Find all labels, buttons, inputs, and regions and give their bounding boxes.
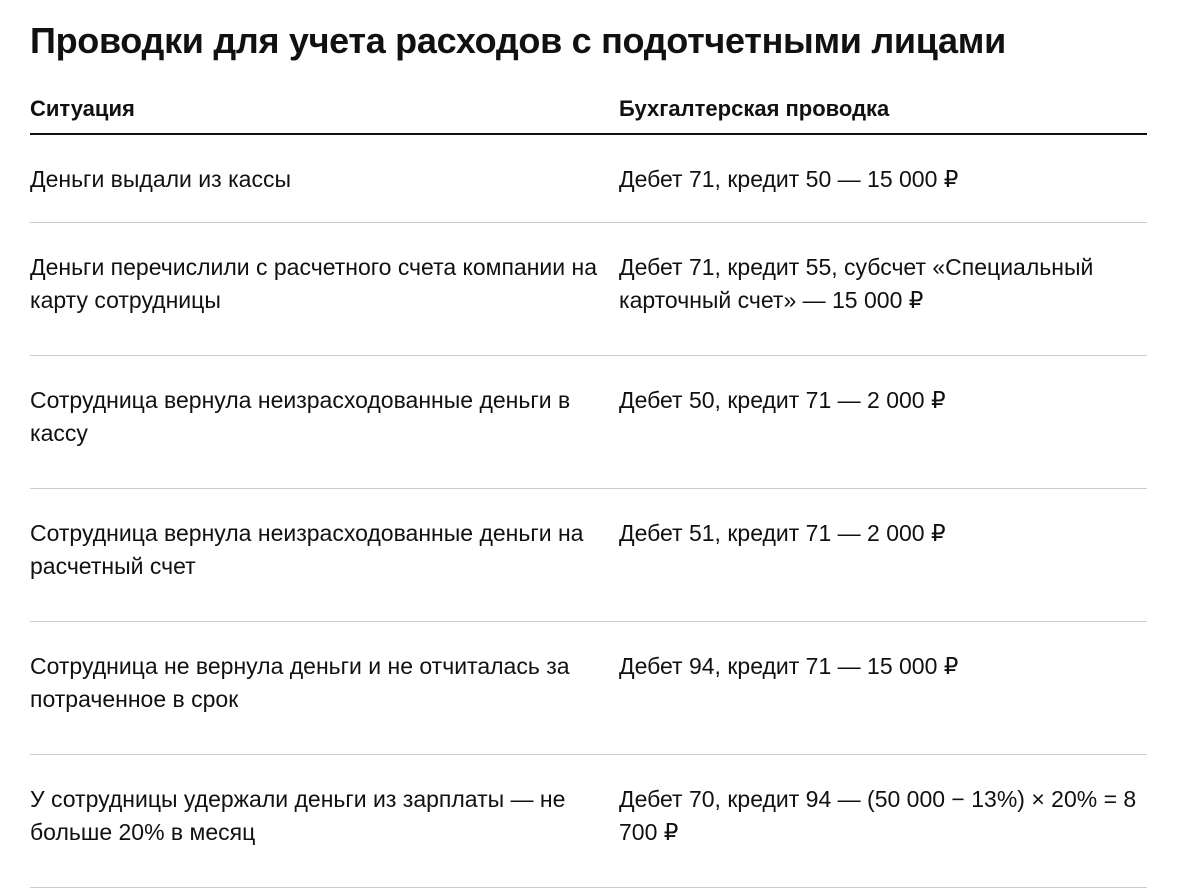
table-header bbox=[30, 93, 1147, 134]
entry-cell: Дебет 94, кредит 71 — 15 000 ₽ bbox=[619, 622, 1147, 755]
entry-cell: Дебет 70, кредит 94 — (50 000 − 13%) × 20% = 8 700 ₽ bbox=[619, 755, 1147, 888]
situation-cell: Деньги выдали из кассы bbox=[30, 134, 619, 223]
situation-cell: Сотрудница вернула неизрасходованные деньги на расчетный счет bbox=[30, 489, 619, 622]
situation-cell: Сотрудница не вернула деньги и не отчиталась за потраченное в срок bbox=[30, 622, 619, 755]
entry-cell: Дебет 51, кредит 71 — 2 000 ₽ bbox=[619, 489, 1147, 622]
situation-cell: Сотрудница вернула неизрасходованные деньги в кассу bbox=[30, 356, 619, 489]
table-row bbox=[30, 356, 1147, 489]
entry-cell: Дебет 50, кредит 71 — 2 000 ₽ bbox=[619, 356, 1147, 489]
header-situation: Ситуация bbox=[30, 93, 619, 134]
table-row bbox=[30, 489, 1147, 622]
table-row bbox=[30, 134, 1147, 223]
table-row bbox=[30, 755, 1147, 888]
header-entry: Бухгалтерская проводка bbox=[619, 93, 1147, 134]
header-row bbox=[30, 93, 1147, 134]
table-row bbox=[30, 223, 1147, 356]
page-title: Проводки для учета расходов с подотчетными лицами bbox=[30, 20, 1006, 61]
table-body bbox=[30, 134, 1147, 888]
entry-cell: Дебет 71, кредит 50 — 15 000 ₽ bbox=[619, 134, 1147, 223]
table-row bbox=[30, 622, 1147, 755]
situation-cell: У сотрудницы удержали деньги из зарплаты — не больше 20% в месяц bbox=[30, 755, 619, 888]
situation-cell: Деньги перечислили с расчетного счета компании на карту сотрудницы bbox=[30, 223, 619, 356]
entry-cell: Дебет 71, кредит 55, субсчет «Специальный карточный счет» — 15 000 ₽ bbox=[619, 223, 1147, 356]
entries-table bbox=[30, 93, 1147, 888]
